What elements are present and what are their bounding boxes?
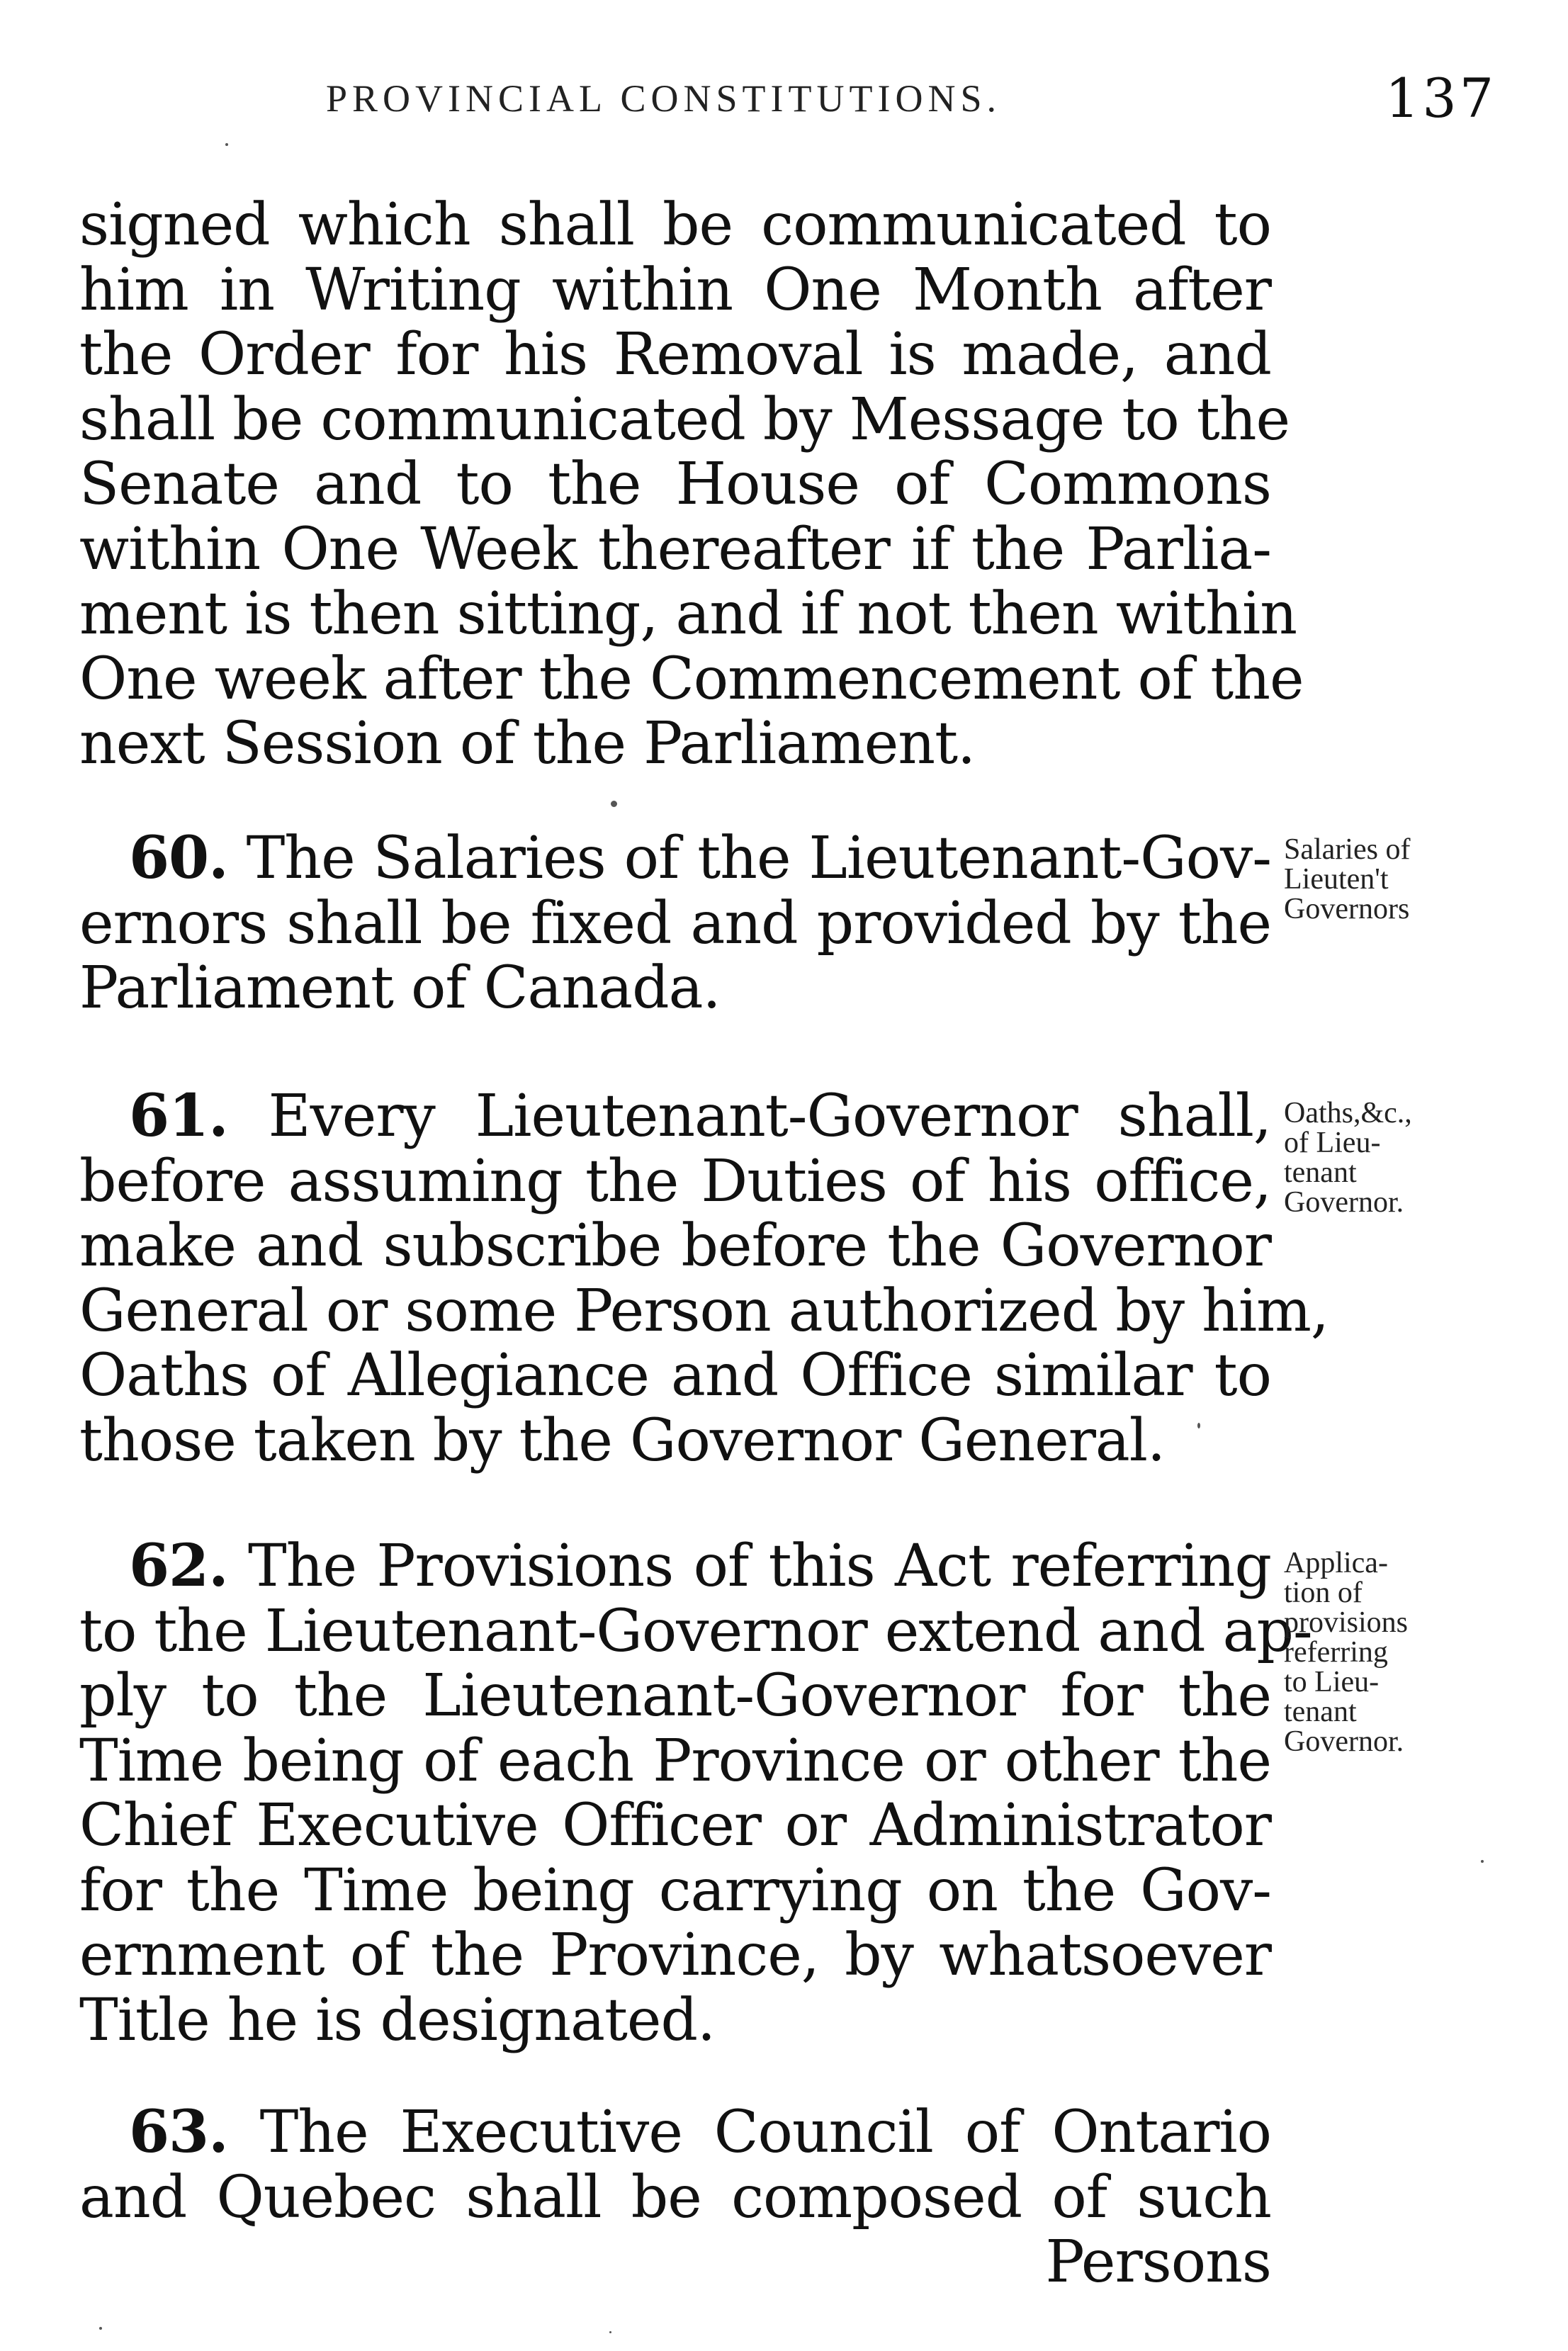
text-line: General or some Person authorized by him, [79,1277,1329,1345]
text-line: signed which shall be communicated to [79,191,1271,259]
text-line: ply to the Lieutenant-Governor for the [79,1662,1271,1730]
marginal-line: of Lieu- [1284,1127,1381,1159]
marginal-line: Lieuten't [1284,863,1389,896]
marginal-line: tenant [1284,1156,1357,1189]
page-number: 137 [1385,67,1497,130]
text-line: those taken by the Governor General. [79,1406,1166,1475]
marginal-note-60 [1284,835,1496,924]
marginal-note-61 [1284,1098,1496,1217]
section-number: 60. [129,824,228,892]
print-speck [1481,1860,1484,1863]
marginal-line: Governor. [1284,1186,1404,1219]
text-line: for the Time being carrying on the Gov- [79,1856,1271,1924]
section-number: 63. [129,2098,228,2166]
marginal-line: tion of [1284,1577,1363,1609]
text-line: ernors shall be fixed and provided by the [79,889,1271,957]
running-head: PROVINCIAL CONSTITUTIONS. [326,77,1001,120]
text-line: Chief Executive Officer or Administrator [79,1792,1271,1859]
marginal-line: provisions [1284,1606,1409,1639]
section-61 [79,1082,1329,1475]
catchword: Persons [1045,2228,1271,2296]
marginal-line: Governors [1284,893,1410,925]
print-speck [609,2331,611,2333]
print-speck [225,143,228,146]
text-line: Every Lieutenant-Governor shall, [268,1083,1271,1150]
text-line: One week after the Commencement of the [79,645,1304,713]
text-line: make and subscribe before the Governor [79,1212,1271,1280]
print-speck [1197,1423,1200,1428]
text-line: Time being of each Province or other the [79,1727,1271,1795]
text-line: Senate and to the House of Commons [79,451,1271,518]
text-line: to the Lieutenant-Governor extend and ap- [79,1597,1312,1665]
section-number: 62. [129,1532,228,1600]
text-line: him in Writing within One Month after [79,256,1271,324]
text-line: within One Week thereafter if the Parlia- [79,515,1271,583]
text-line: The Executive Council of Ontario [259,2099,1271,2166]
text-line: Oaths of Allegiance and Office similar to [79,1342,1271,1409]
marginal-line: Salaries of [1284,833,1411,866]
text-line: next Session of the Parliament. [79,710,976,777]
text-line: The Salaries of the Lieutenant-Gov- [246,825,1271,892]
marginal-line: Governor. [1284,1725,1404,1758]
section-62 [79,1532,1312,2054]
print-speck [99,2327,102,2330]
text-line: Parliament of Canada. [79,954,721,1022]
text-line: ment is then sitting, and if not then within [79,580,1297,648]
text-line: and Quebec shall be composed of such [79,2163,1271,2231]
marginal-line: tenant [1284,1696,1357,1728]
text-line: ernment of the Province, by whatsoever [79,1922,1271,1989]
print-speck [611,801,617,807]
text-line: Title he is designated. [79,1986,716,2054]
text-line: The Provisions of this Act referring [248,1533,1271,1600]
section-60 [79,826,1271,1021]
text-line: shall be communicated by Message to the [79,385,1290,453]
marginal-line: Oaths,&c., [1284,1097,1412,1129]
marginal-line: referring [1284,1636,1388,1669]
continuation-paragraph [79,191,1304,777]
text-line: the Order for his Removal is made, and [79,321,1271,388]
marginal-note-62 [1284,1548,1496,1757]
section-number: 61. [129,1082,228,1150]
marginal-line: Applica- [1284,1547,1388,1579]
section-63 [79,2100,1271,2295]
marginal-line: to Lieu- [1284,1666,1380,1698]
text-line: before assuming the Duties of his office, [79,1147,1271,1215]
